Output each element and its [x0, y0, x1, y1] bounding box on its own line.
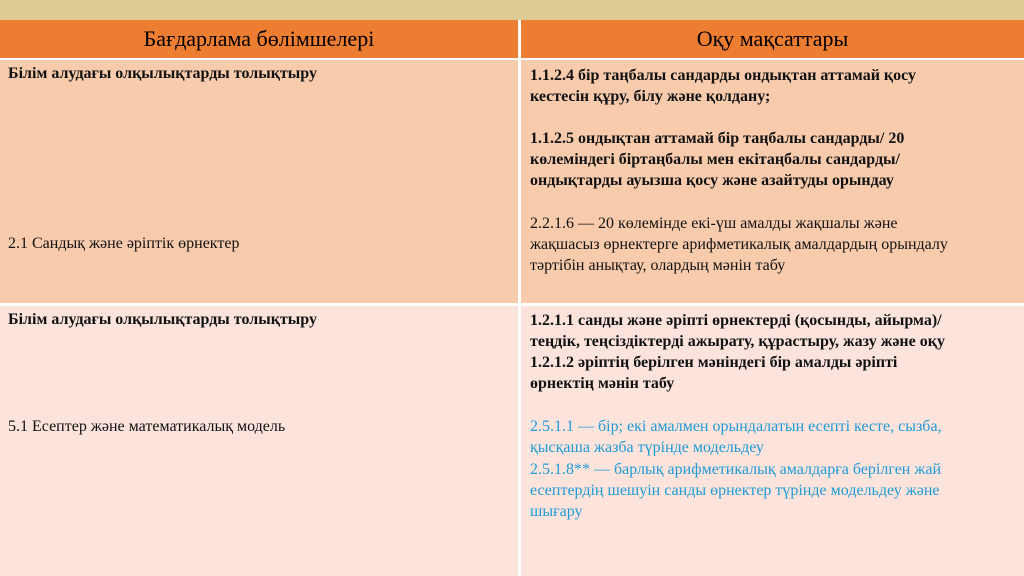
- objective-line: 1.2.1.2 әріптің берілген мәніндегі бір амалды әріпті: [530, 354, 898, 371]
- program-section-cell: [8, 60, 513, 303]
- objective-line: жақшасыз өрнектерге арифметикалық амалдардың орындалу: [530, 236, 948, 253]
- table-row: [0, 60, 1024, 303]
- header-program-sections: Бағдарлама бөлімшелері: [143, 26, 375, 51]
- subsection-title: 5.1 Есептер және математикалық модель: [8, 418, 286, 435]
- objective-line: теңдік, теңсіздіктерді ажырату, құрастыру, жазу және оқу: [530, 333, 945, 350]
- subsection-title: 2.1 Сандық және әріптік өрнектер: [8, 235, 240, 252]
- table-header-row: [0, 20, 1024, 58]
- objective-line: 1.1.2.5 ондықтан аттамай бір таңбалы сандарды/ 20: [530, 130, 905, 147]
- program-section-cell: [8, 306, 513, 576]
- objective-line: 2.5.1.8** — барлық арифметикалық амалдарға берілген жай: [530, 461, 942, 478]
- objective-line: 1.1.2.4 бір таңбалы сандарды ондықтан аттамай қосу: [530, 67, 917, 84]
- objective-line: 2.5.1.1 — бір; екі амалмен орындалатын есепті кесте, сызба,: [530, 418, 942, 435]
- objective-line: 2.2.1.6 — 20 көлемінде екі-үш амалды жақшалы және: [530, 215, 898, 232]
- objective-line: көлеміндегі біртаңбалы мен екітаңбалы сандарды/: [530, 151, 900, 168]
- objectives-cell: [530, 306, 1024, 576]
- header-learning-objectives: Оқу мақсаттары: [696, 26, 849, 51]
- column-divider: [518, 20, 521, 576]
- section-title: Білім алудағы олқылықтарды толықтыру: [8, 311, 317, 328]
- objective-line: 1.2.1.1 санды және әріпті өрнектерді (қосынды, айырма)/: [530, 312, 942, 329]
- objective-line: шығару: [530, 503, 583, 520]
- objective-line: кестесін құру, білу және қолдану;: [530, 88, 771, 105]
- objective-line: өрнектің мәнін табу: [530, 375, 675, 392]
- objective-line: тәртібін анықтау, олардың мәнін табу: [530, 257, 786, 274]
- objective-line: қысқаша жазба түрінде модельдеу: [530, 439, 764, 456]
- objective-line: ондықтарды ауызша қосу және азайтуды орындау: [530, 172, 894, 189]
- table-row: [0, 306, 1024, 576]
- curriculum-table: [0, 20, 1024, 576]
- objective-line: есептердің шешуін санды өрнектер түрінде модельдеу және: [530, 482, 940, 499]
- objectives-cell: [530, 60, 1024, 303]
- section-title: Білім алудағы олқылықтарды толықтыру: [8, 65, 317, 82]
- top-decor-band: [0, 0, 1024, 20]
